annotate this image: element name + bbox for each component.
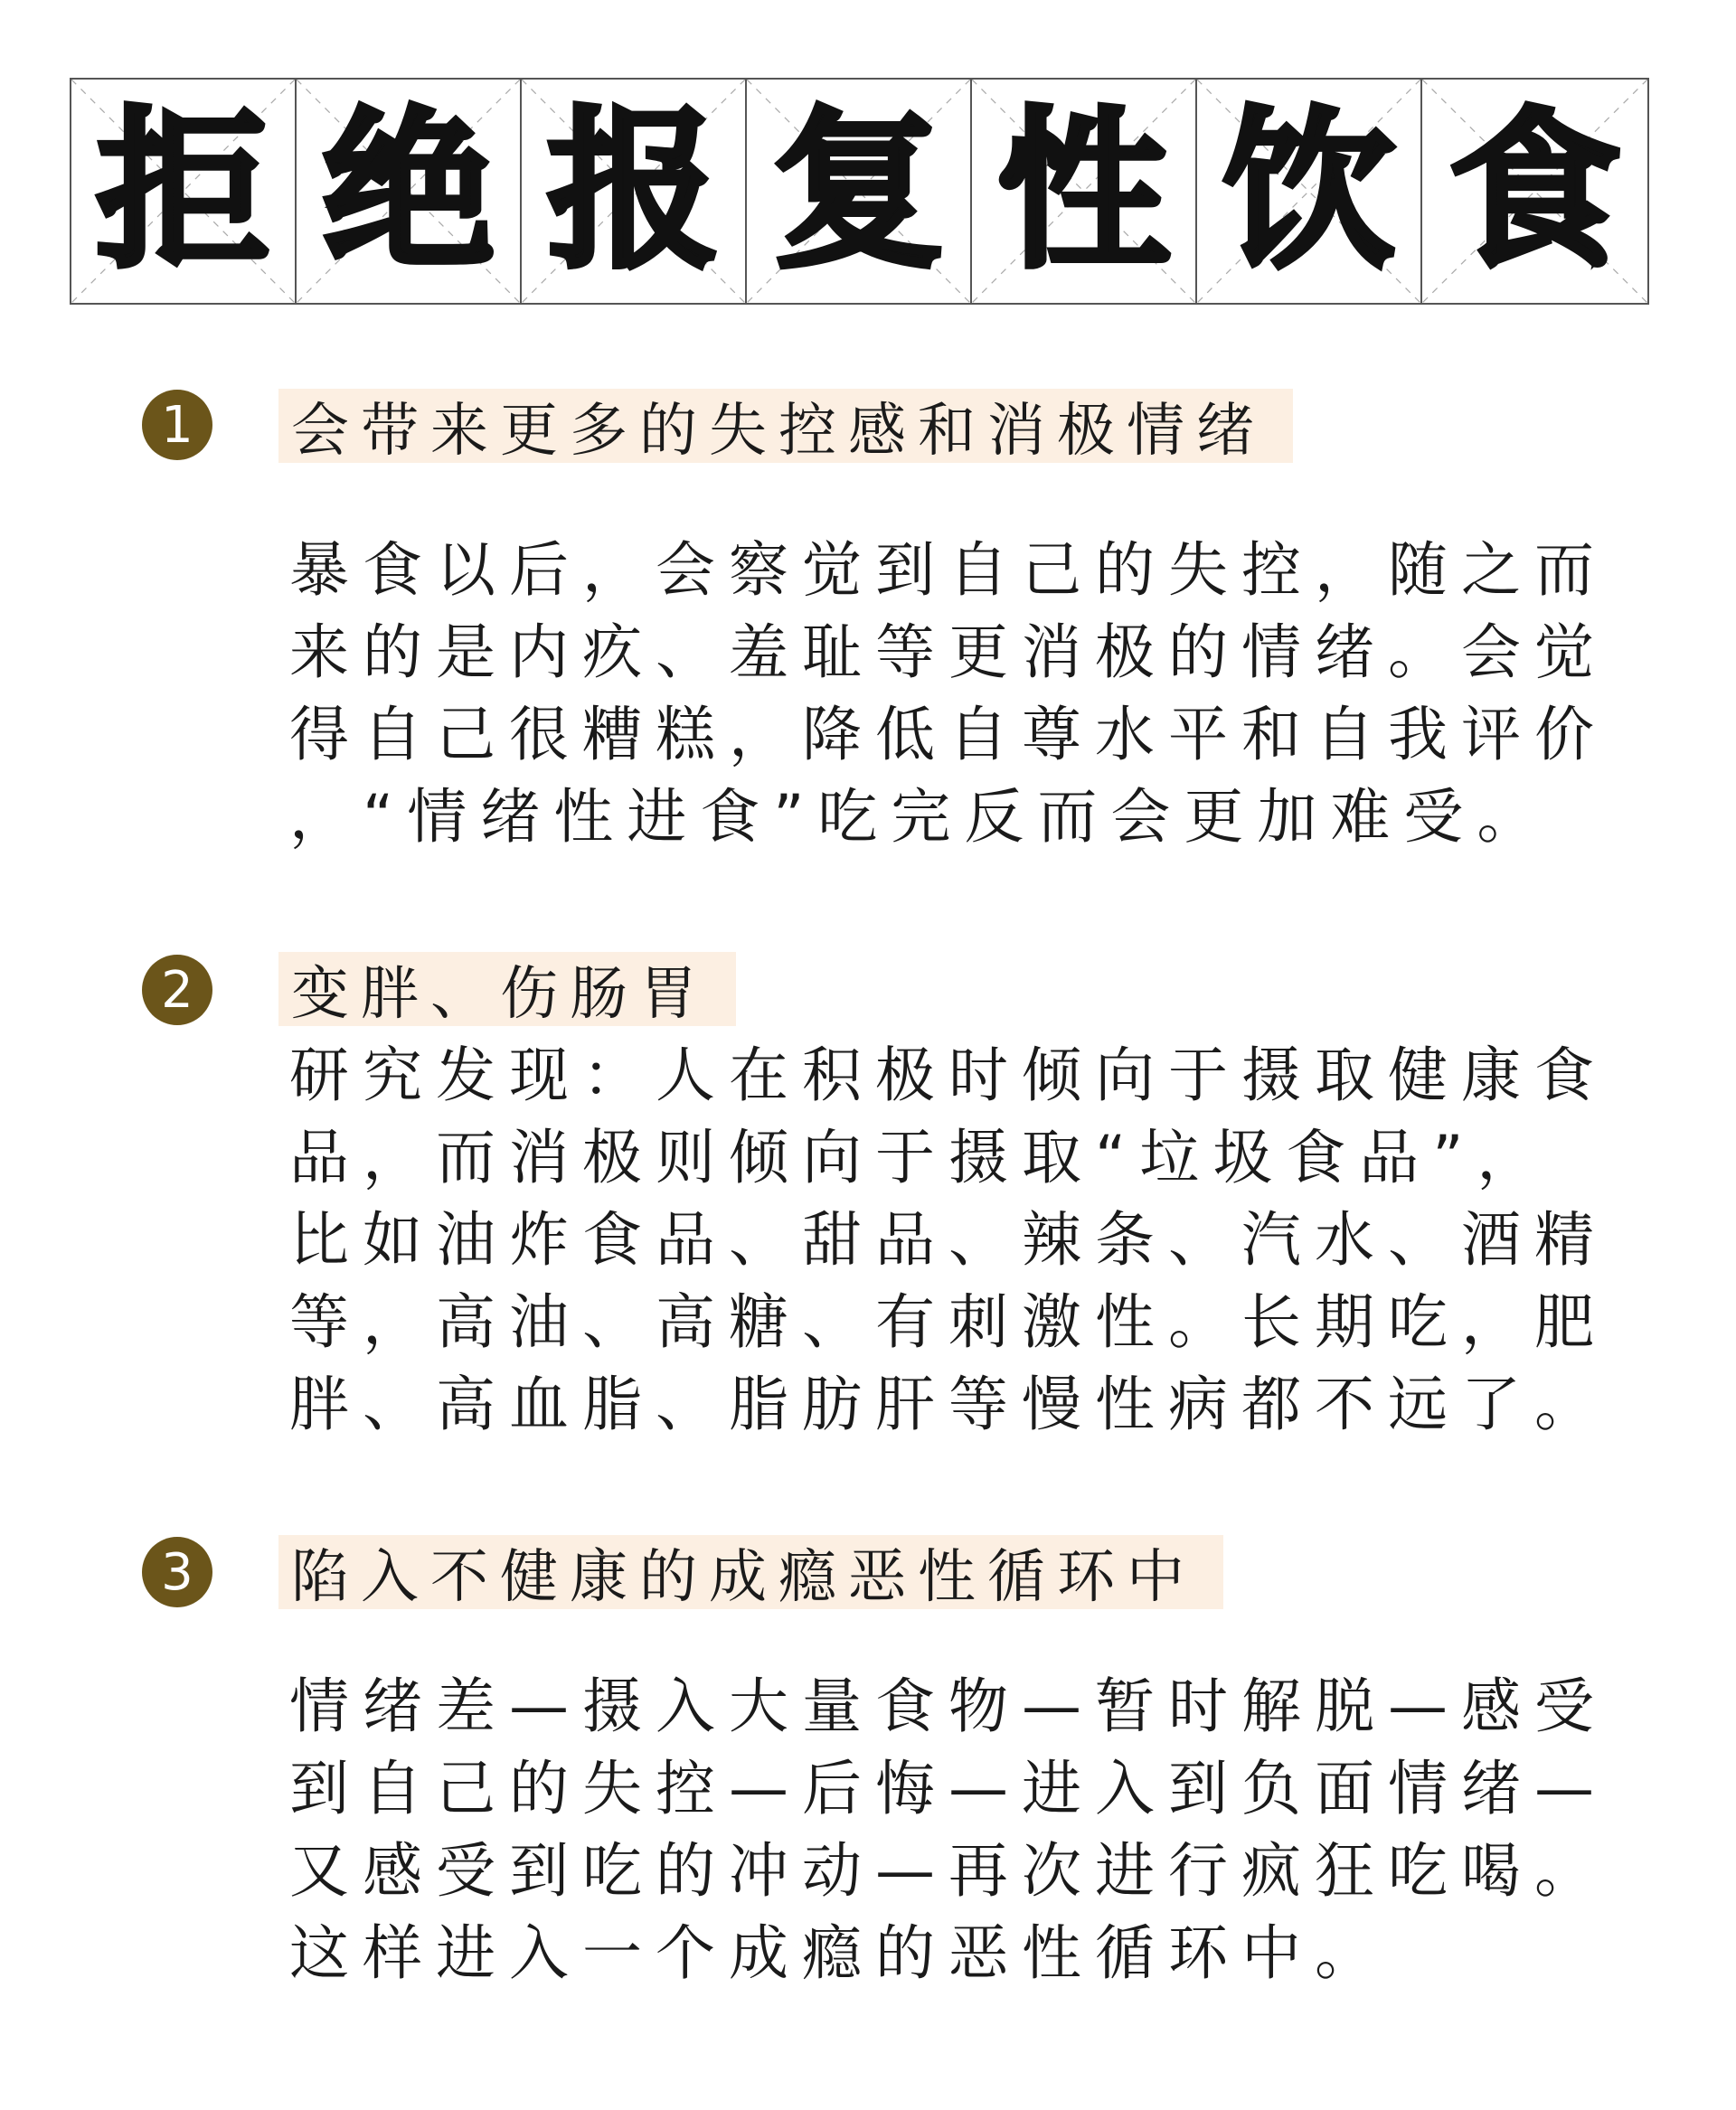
title-char: 报 bbox=[547, 90, 720, 291]
body-line: 到自己的失控—后悔—进入到负面情绪— bbox=[289, 1754, 1608, 1823]
number-badge: 3 bbox=[142, 1537, 212, 1607]
title-cell bbox=[71, 80, 297, 303]
title-cell bbox=[297, 80, 522, 303]
body-line: 暴食以后，会察觉到自己的失控，随之而 bbox=[289, 535, 1608, 605]
section-body bbox=[289, 1665, 1608, 1994]
title-cell bbox=[972, 80, 1197, 303]
body-line: ，“情绪性进食”吃完反而会更加难受。 bbox=[289, 782, 1551, 852]
body-line: 来的是内疚、羞耻等更消极的情绪。会觉 bbox=[289, 617, 1608, 687]
body-line: 等，高油、高糖、有刺激性。长期吃，肥 bbox=[289, 1287, 1608, 1357]
title-banner bbox=[70, 78, 1649, 305]
body-line: 比如油炸食品、甜品、辣条、汽水、酒精 bbox=[289, 1205, 1608, 1275]
section-heading: 变胖、伤肠胃 bbox=[278, 952, 736, 1026]
title-char: 饮 bbox=[1222, 90, 1395, 291]
body-line: 品，而消极则倾向于摄取“垃圾食品”， bbox=[289, 1123, 1551, 1192]
section-heading: 会带来更多的失控感和消极情绪 bbox=[278, 389, 1293, 463]
body-line: 研究发现：人在积极时倾向于摄取健康食 bbox=[289, 1041, 1608, 1110]
title-char: 复 bbox=[772, 90, 945, 291]
number-badge: 2 bbox=[142, 955, 212, 1025]
title-char: 性 bbox=[997, 90, 1170, 291]
title-char: 绝 bbox=[322, 90, 495, 291]
body-line: 情绪差—摄入大量食物—暂时解脱—感受 bbox=[289, 1672, 1608, 1741]
title-char: 拒 bbox=[97, 90, 269, 291]
title-cell bbox=[747, 80, 972, 303]
title-cell bbox=[522, 80, 747, 303]
number-badge: 1 bbox=[142, 390, 212, 460]
title-char: 食 bbox=[1448, 90, 1621, 291]
body-line: 得自己很糟糕，降低自尊水平和自我评价 bbox=[289, 700, 1608, 769]
title-cell bbox=[1197, 80, 1422, 303]
body-line: 胖、高血脂、脂肪肝等慢性病都不远了。 bbox=[289, 1370, 1608, 1439]
section-body bbox=[289, 529, 1608, 858]
title-cell bbox=[1422, 80, 1647, 303]
section-heading: 陷入不健康的成瘾恶性循环中 bbox=[278, 1535, 1223, 1609]
body-line: 这样进入一个成瘾的恶性循环中。 bbox=[289, 1918, 1388, 1988]
body-line: 又感受到吃的冲动—再次进行疯狂吃喝。 bbox=[289, 1836, 1608, 1906]
section-body bbox=[289, 1034, 1608, 1446]
